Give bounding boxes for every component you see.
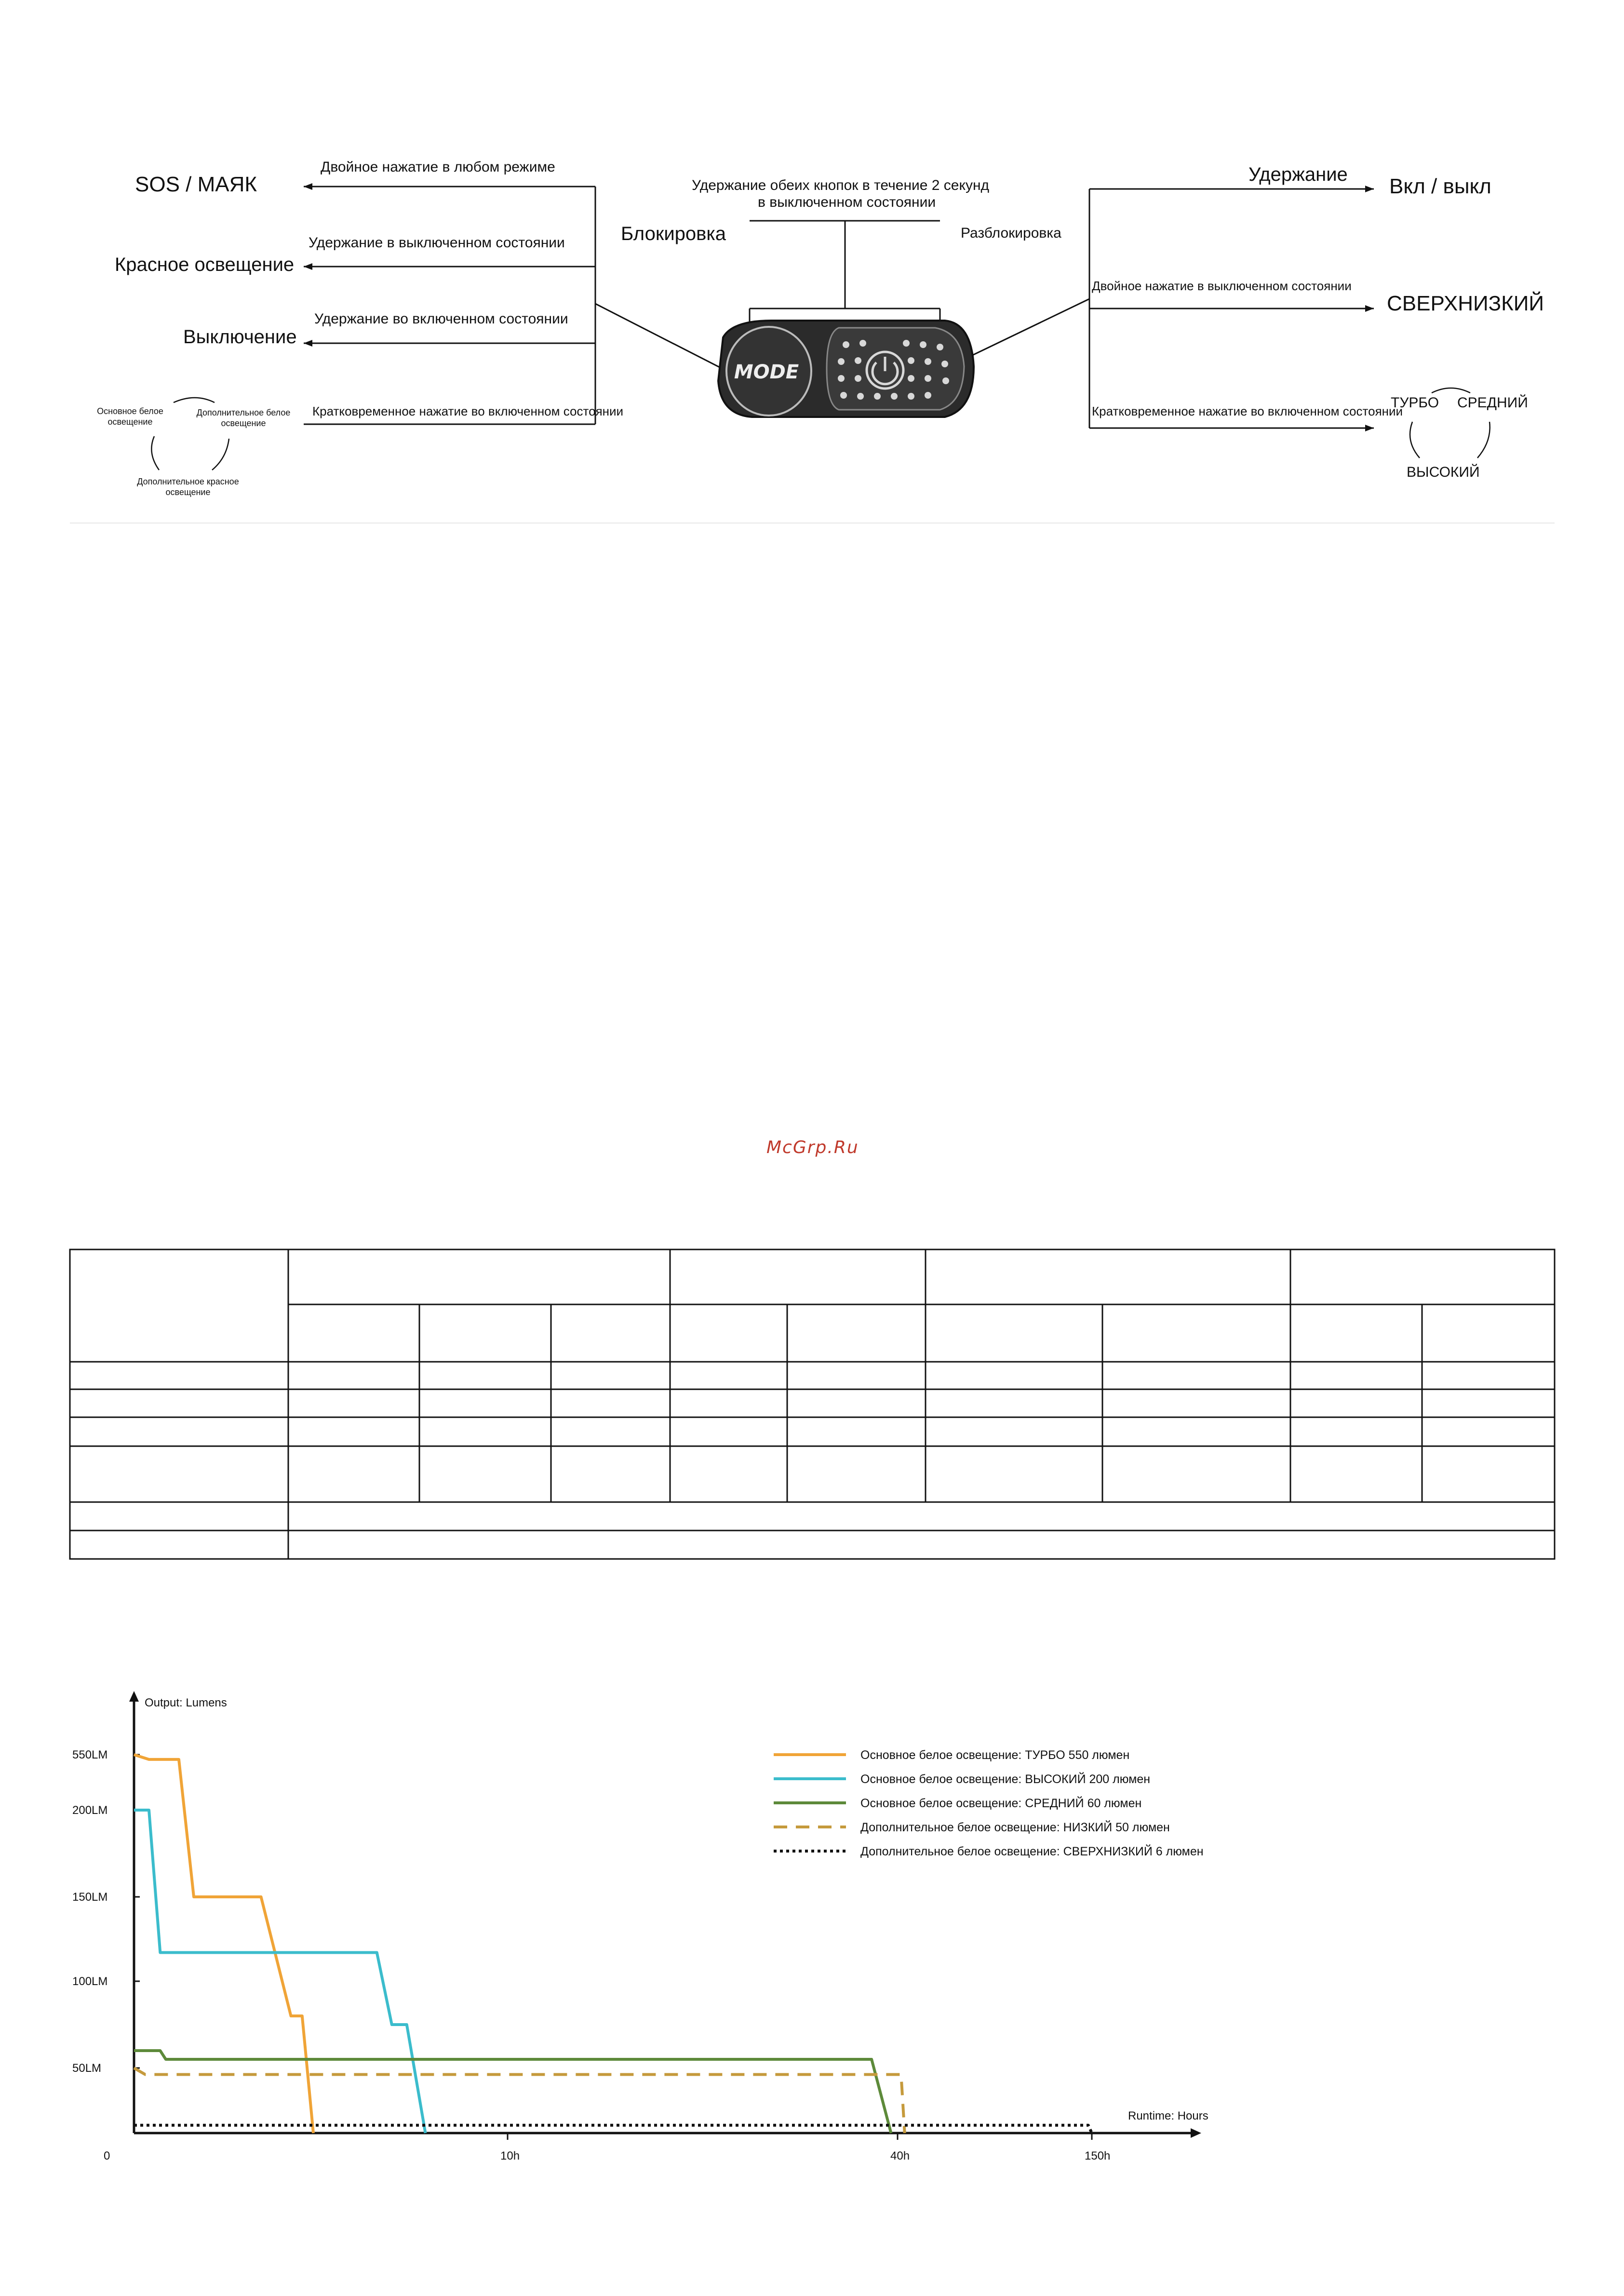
- legend-label-2: Основное белое освещение: СРЕДНИЙ 60 люмен: [860, 1797, 1142, 1810]
- left-cycle-action-label: Кратковременное нажатие во включенном состоянии: [312, 404, 624, 418]
- x-tick-label: 10h: [500, 2149, 520, 2162]
- off-title: Выключение: [183, 326, 297, 348]
- x-tick-label: 0: [104, 2149, 110, 2162]
- cycle-turbo: ТУРБО: [1391, 395, 1439, 411]
- y-tick-label: 100LM: [72, 1975, 108, 1988]
- y-tick-label: 200LM: [72, 1804, 108, 1817]
- x-tick-label: 40h: [890, 2149, 910, 2162]
- y-tick-label: 150LM: [72, 1891, 108, 1904]
- cycle-high: ВЫСОКИЙ: [1407, 464, 1480, 480]
- ultralow-action-label: Двойное нажатие в выключенном состоянии: [1092, 279, 1352, 293]
- unlock-label: Разблокировка: [961, 225, 1061, 241]
- y-axis-arrow: [129, 1691, 139, 1702]
- x-tick-label: 150h: [1085, 2149, 1111, 2162]
- center-title-line2: в выключенном состоянии: [758, 194, 936, 210]
- sos-beacon-title: SOS / МАЯК: [135, 173, 257, 196]
- off-action-label: Удержание во включенном состоянии: [314, 311, 568, 327]
- hold-action-label: Удержание: [1248, 164, 1348, 185]
- cycle-medium: СРЕДНИЙ: [1457, 395, 1528, 411]
- x-axis-label: Runtime: Hours: [1128, 2109, 1208, 2122]
- watermark: McGrp.Ru: [766, 1138, 859, 1157]
- on-off-title: Вкл / выкл: [1389, 175, 1491, 198]
- ultralow-title: СВЕРХНИЗКИЙ: [1387, 292, 1544, 315]
- legend-label-3: Дополнительное белое освещение: НИЗКИЙ 50 люмен: [860, 1821, 1170, 1834]
- center-title-line1: Удержание обеих кнопок в течение 2 секунд: [692, 177, 990, 193]
- y-tick-label: 550LM: [72, 1748, 108, 1761]
- series-line-3: [134, 2068, 905, 2133]
- sos-action-label: Двойное нажатие в любом режиме: [321, 159, 555, 175]
- cycle-main-white: Основное белое освещение: [97, 406, 163, 427]
- lock-label: Блокировка: [621, 223, 726, 244]
- right-cycle-action-label: Кратковременное нажатие во включенном состоянии: [1092, 404, 1403, 418]
- y-axis-label: Output: Lumens: [145, 1696, 227, 1709]
- red-action-label: Удержание в выключенном состоянии: [309, 235, 565, 251]
- y-tick-label: 50LM: [72, 2062, 102, 2075]
- series-line-2: [134, 2051, 891, 2133]
- red-light-title: Красное освещение: [115, 254, 295, 275]
- cycle-aux-white: Дополнительное белое освещение: [196, 408, 291, 428]
- legend-label-4: Дополнительное белое освещение: СВЕРХНИЗКИЙ 6 люмен: [860, 1845, 1204, 1858]
- legend-label-1: Основное белое освещение: ВЫСОКИЙ 200 люмен: [860, 1772, 1151, 1786]
- x-axis-arrow: [1191, 2128, 1201, 2138]
- mode-button-label: MODE: [734, 361, 799, 383]
- cycle-aux-red: Дополнительное красное освещение: [137, 477, 239, 497]
- legend-label-0: Основное белое освещение: ТУРБО 550 люмен: [860, 1748, 1130, 1762]
